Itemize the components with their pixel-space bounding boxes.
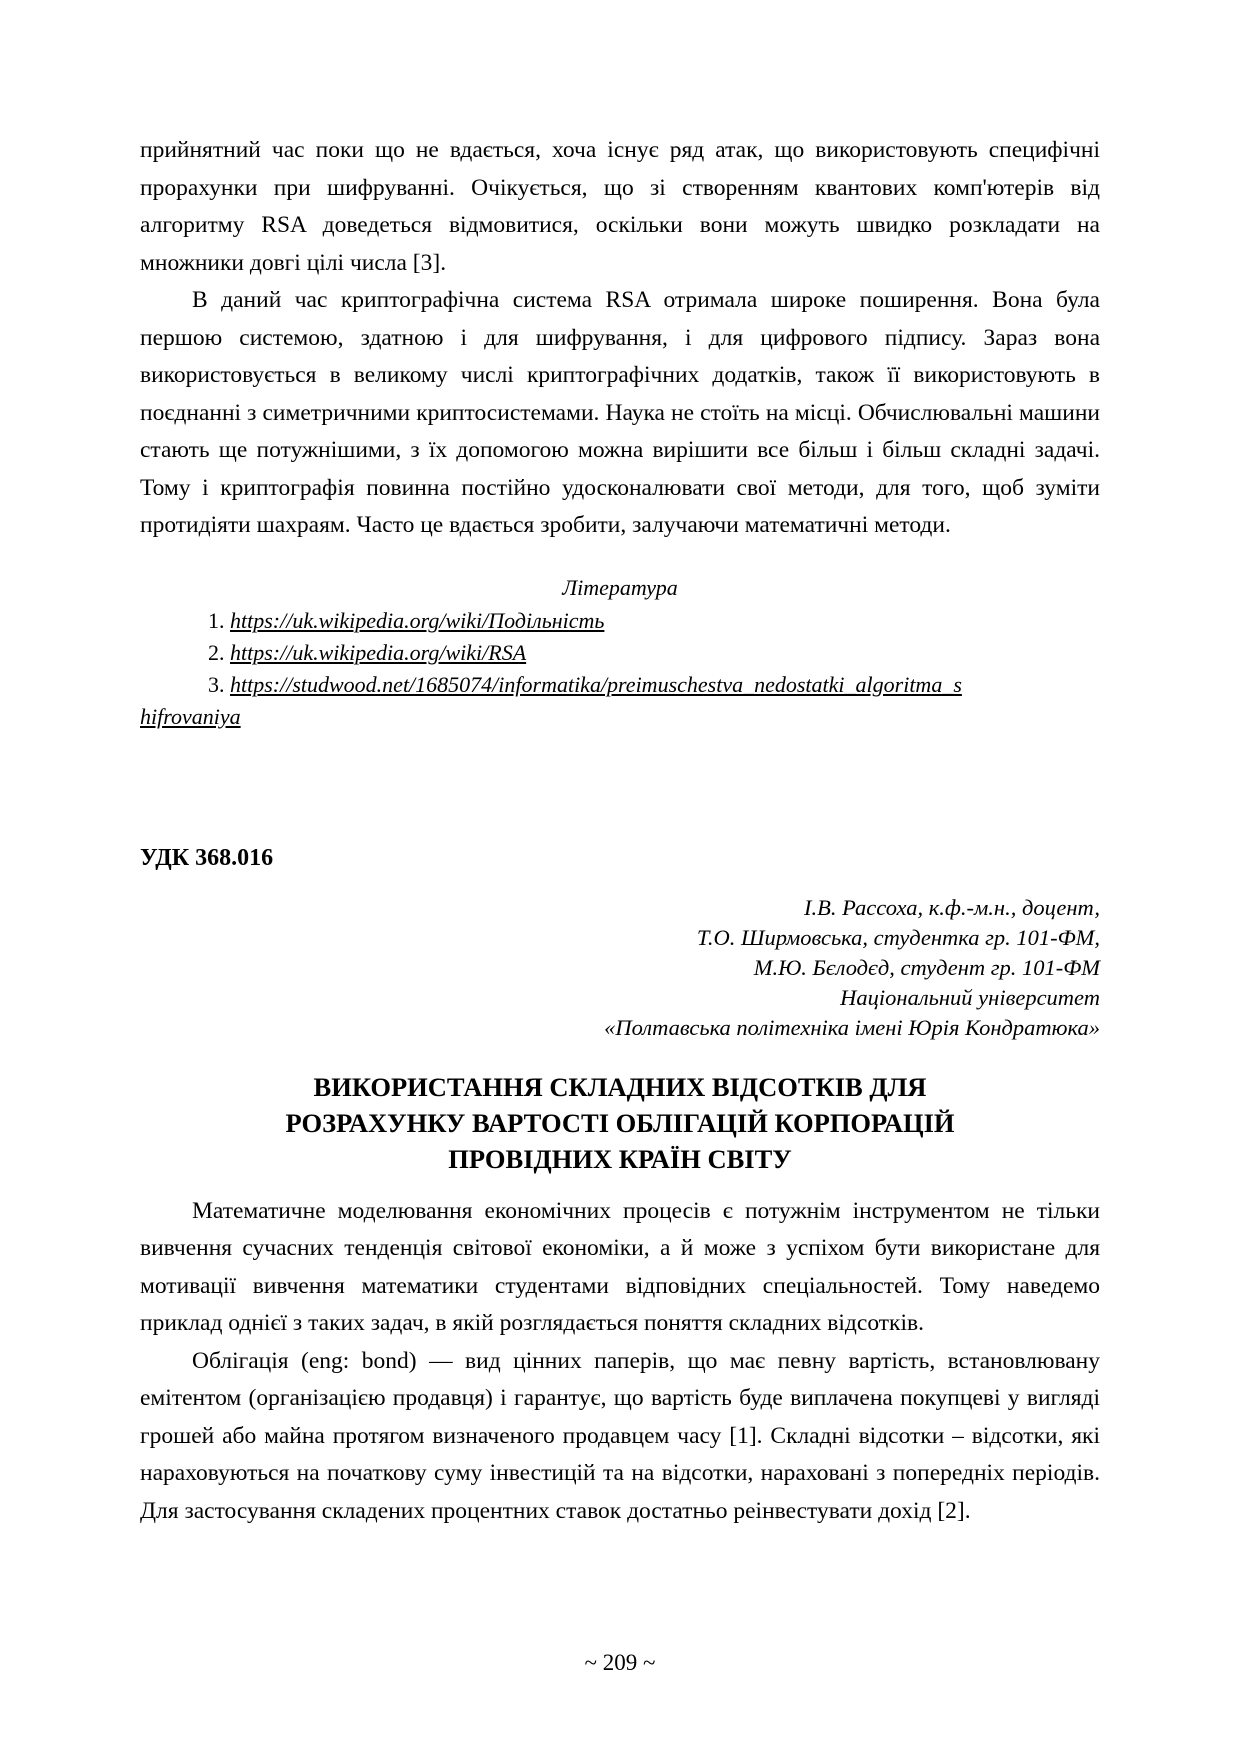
references-heading: Література: [562, 574, 678, 600]
reference-number: 3.: [208, 671, 225, 697]
list-item: [140, 605, 1100, 637]
title-line: ПРОВІДНИХ КРАЇН СВІТУ: [448, 1143, 792, 1174]
affiliation-line: Національний університет: [840, 984, 1100, 1010]
reference-link[interactable]: https://studwood.net/1685074/informatika/preimuschestva_nedostatki_algoritma_s: [230, 671, 962, 697]
affiliation-line: «Полтавська політехніка імені Юрія Кондратюка»: [604, 1014, 1100, 1040]
authors-block: [140, 893, 1100, 1043]
reference-link-continued[interactable]: hifrovaniya: [140, 703, 241, 729]
reference-number: 2.: [208, 639, 225, 665]
reference-link[interactable]: https://uk.wikipedia.org/wiki/RSA: [230, 639, 527, 665]
author-line: І.В. Рассоха, к.ф.-м.н., доцент,: [804, 894, 1100, 920]
reference-number: 1.: [208, 607, 225, 633]
list-item: [140, 669, 1100, 701]
page-title: [140, 1069, 1100, 1177]
paragraph-prev-2: В даний час криптографічна система RSA отримала широке поширення. Вона була першою системою, здатною і для шифрування, і для цифрового підпису. Зараз вона використовується в великому числі криптографічних додатків, також її використовують в поєднанні з симетричними криптосистемами. Наука не стоїть на місці. Обчислювальні машини стають ще потужнішими, з їх допомогою можна вирішити все більш і більш складні задачі. Тому і криптографія повинна постійно удосконалювати свої методи, для того, щоб зуміти протидіяти шахраям. Часто це вдається зробити, залучаючи математичні методи.: [140, 287, 1100, 538]
title-line: ВИКОРИСТАННЯ СКЛАДНИХ ВІДСОТКІВ ДЛЯ: [313, 1071, 927, 1102]
paragraph-prev-1: прийнятний час поки що не вдається, хоча існує ряд атак, що використовують специфічні прорахунки при шифруванні. Очікується, що зі створенням квантових комп'ютерів від алгоритму RSA доведеться відмовитися, оскільки вони можуть швидко розкладати на множники довгі цілі числа [3].: [140, 137, 1100, 276]
paragraph-next-2: Облігація (eng: bond) — вид цінних паперів, що має певну вартість, встановлювану емітентом (організацією продавця) і гарантує, що вартість буде виплачена покупцеві у вигляді грошей або майна протягом визначеного продавцем часу [1]. Складні відсотки – відсотки, які нараховуються на початкову суму інвестицій та на відсотки, нараховані з попередніх періодів. Для застосування складених процентних ставок достатньо реінвестувати дохід [2].: [140, 1347, 1100, 1524]
author-line: М.Ю. Бєлодєд, студент гр. 101-ФМ: [753, 954, 1100, 980]
author-line: Т.О. Ширмовська, студентка гр. 101-ФМ,: [696, 924, 1100, 950]
udk-code: УДК 368.016: [140, 844, 274, 871]
references-list: [140, 605, 1100, 733]
list-item: [140, 701, 1100, 733]
paragraph-next-1: Математичне моделювання економічних процесів є потужнім інструментом не тільки вивчення сучасних тенденція світової економіки, а й може з успіхом бути використане для мотивації вивчення математики студентами відповідних спеціальностей. Тому наведемо приклад однієї з таких задач, в якій розглядається поняття складних відсотків.: [140, 1197, 1100, 1336]
page-number: ~ 209 ~: [584, 1650, 656, 1675]
title-line: РОЗРАХУНКУ ВАРТОСТІ ОБЛІГАЦІЙ КОРПОРАЦІЙ: [285, 1107, 955, 1138]
list-item: [140, 637, 1100, 669]
reference-link[interactable]: https://uk.wikipedia.org/wiki/Подільність: [230, 607, 605, 633]
